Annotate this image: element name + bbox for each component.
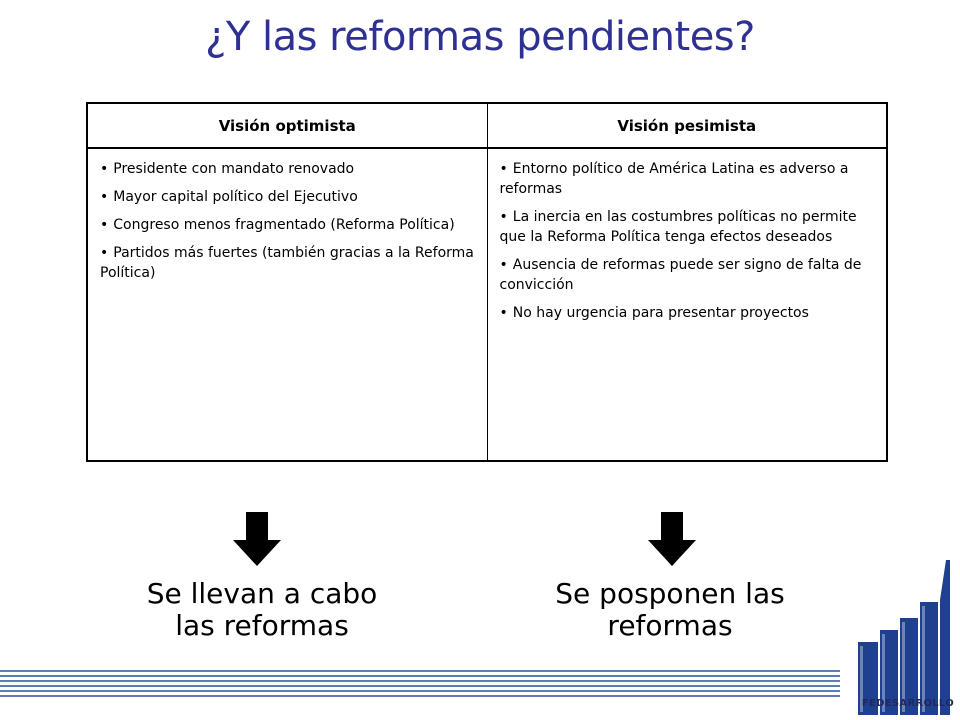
slide-title: ¿Y las reformas pendientes? — [205, 14, 755, 60]
list-item: • Partidos más fuertes (también gracias a la Reforma Política) — [100, 245, 474, 281]
pesimista-list — [500, 159, 877, 323]
list-item-text: Congreso menos fragmentado (Reforma Política) — [113, 217, 455, 233]
list-item: • No hay urgencia para presentar proyectos — [499, 305, 809, 321]
down-arrow-icon — [648, 512, 696, 566]
outcome-left — [112, 578, 412, 642]
header-pesimista: Visión pesimista — [487, 103, 887, 148]
list-item-text: Partidos más fuertes (también gracias a la Reforma Política) — [100, 245, 474, 281]
optimista-list — [100, 159, 477, 283]
comparison-table — [86, 102, 888, 462]
outcome-left-line1: Se llevan a cabo — [146, 577, 378, 610]
list-item: • Mayor capital político del Ejecutivo — [100, 189, 358, 205]
outcome-right-line2: reformas — [607, 609, 733, 642]
optimista-cell — [87, 148, 487, 461]
list-item-text: Ausencia de reformas puede ser signo de falta de convicción — [499, 257, 862, 293]
outcome-right — [520, 578, 820, 642]
list-item-text: No hay urgencia para presentar proyectos — [512, 305, 809, 321]
list-item-text: La inercia en las costumbres políticas no permite que la Reforma Política tenga efectos deseados — [499, 209, 857, 245]
header-optimista: Visión optimista — [87, 103, 487, 148]
outcome-left-line2: las reformas — [175, 609, 349, 642]
list-item-text: Presidente con mandato renovado — [113, 161, 355, 177]
fedesarrollo-logo — [858, 560, 954, 715]
outcome-right-line1: Se posponen las — [555, 577, 785, 610]
list-item: • Ausencia de reformas puede ser signo de falta de convicción — [499, 257, 862, 293]
list-item: • Entorno político de América Latina es adverso a reformas — [499, 161, 849, 197]
list-item: • La inercia en las costumbres políticas no permite que la Reforma Política tenga efectos deseados — [499, 209, 857, 245]
down-arrow-icon — [233, 512, 281, 566]
list-item: • Congreso menos fragmentado (Reforma Política) — [100, 217, 455, 233]
pesimista-cell — [487, 148, 887, 461]
decorative-stripes — [0, 670, 840, 698]
list-item: • Presidente con mandato renovado — [100, 161, 355, 177]
logo-wordmark: FEDESARROLLO — [861, 698, 955, 709]
list-item-text: Entorno político de América Latina es adverso a reformas — [499, 161, 849, 197]
list-item-text: Mayor capital político del Ejecutivo — [113, 189, 358, 205]
